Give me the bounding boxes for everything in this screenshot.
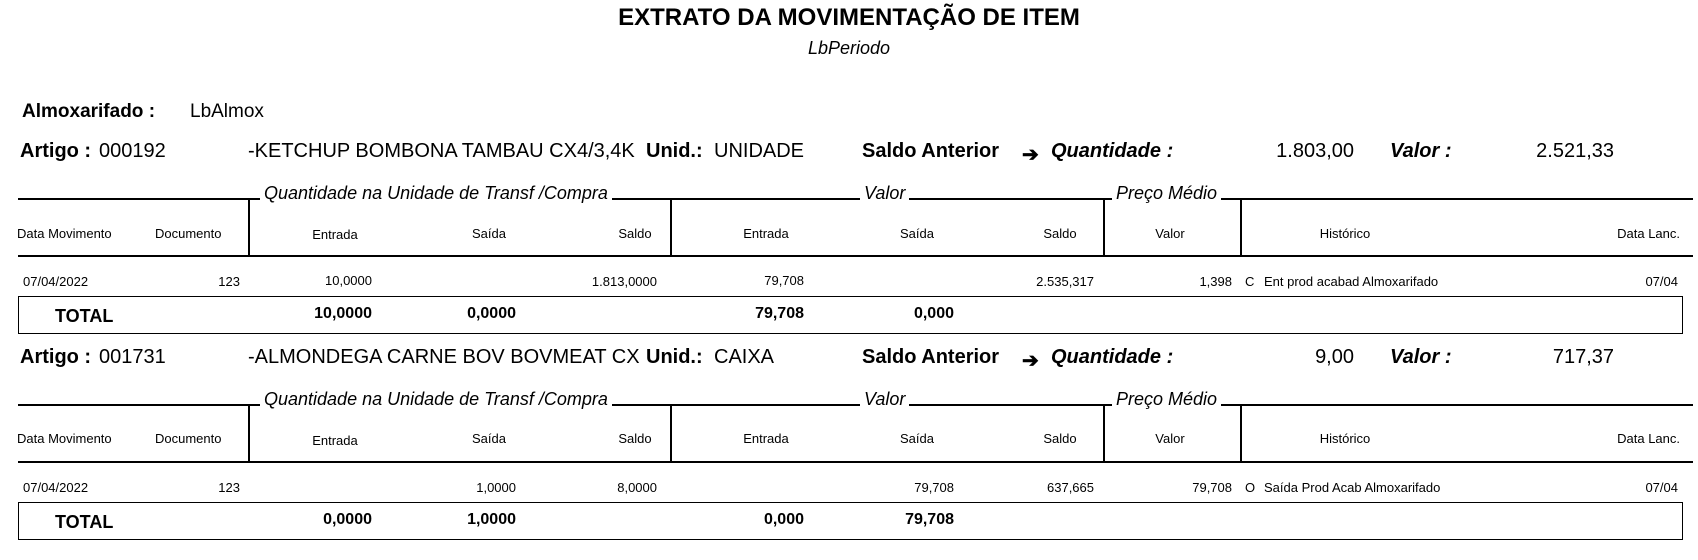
total-v-saida: 79,708 [905,511,954,528]
total-v-saida: 0,000 [913,305,954,322]
row-preco: 1,398 [1199,274,1232,289]
saldo-qty: 9,00 [1315,346,1354,368]
total-q-entrada: 10,0000 [314,305,372,322]
row-doc: 123 [218,274,240,289]
arrow-right-icon: ➔ [1022,144,1039,166]
group-preco-title: Preço Médio [1112,389,1221,410]
row-v-saida: 79,708 [914,480,954,495]
unid-value: UNIDADE [714,140,805,162]
col-documento: Documento [155,226,222,241]
report-period: LbPeriodo [807,38,891,58]
col-historico: Histórico [1319,431,1371,446]
unid-label: Unid.: [646,140,703,162]
group-qty-title: Quantidade na Unidade de Transf /Compra [260,389,612,410]
row-data: 07/04/2022 [23,274,89,289]
col-v-saldo: Saldo [1043,226,1077,241]
col-preco-valor: Valor [1155,431,1185,446]
col-q-saldo: Saldo [618,431,652,446]
row-data-lanc: 07/04 [1645,480,1678,495]
valor-label: Valor : [1390,346,1452,368]
total-v-entrada: 0,000 [763,511,804,528]
col-data-movimento: Data Movimento [17,226,112,241]
col-v-entrada: Entrada [743,226,789,241]
arrow-right-icon: ➔ [1022,350,1039,372]
almox-value: LbAlmox [190,101,264,122]
col-v-entrada: Entrada [743,431,789,446]
col-data-lanc: Data Lanc. [1617,226,1680,241]
col-data-movimento: Data Movimento [17,431,112,446]
artigo-desc: -ALMONDEGA CARNE BOV BOVMEAT CX [248,346,640,368]
col-q-saida: Saída [472,226,506,241]
unid-label: Unid.: [646,346,703,368]
quantidade-label: Quantidade : [1051,346,1174,368]
saldo-valor: 717,37 [1552,346,1614,368]
artigo-code: 000192 [99,140,166,162]
row-q-saldo: 1.813,0000 [591,274,657,289]
row-q-entrada: 10,0000 [325,273,372,288]
saldo-valor: 2.521,33 [1536,140,1614,162]
total-q-saida: 0,0000 [467,305,516,322]
col-documento: Documento [155,431,222,446]
divider [1240,404,1242,462]
header-underline [18,255,1693,257]
artigo-desc: -KETCHUP BOMBONA TAMBAU CX4/3,4K [248,140,635,162]
col-v-saida: Saída [900,431,934,446]
row-v-saldo: 637,665 [1047,480,1094,495]
header-underline [18,461,1693,463]
col-historico: Histórico [1319,226,1371,241]
row-historico: Ent prod acabad Almoxarifado [1264,274,1439,289]
row-v-saldo: 2.535,317 [1036,274,1094,289]
quantidade-label: Quantidade : [1051,140,1174,162]
divider [1240,198,1242,256]
row-data: 07/04/2022 [23,480,89,495]
almox-label: Almoxarifado : [22,101,156,122]
row-preco: 79,708 [1192,480,1232,495]
total-label: TOTAL [55,306,114,326]
group-qty-title: Quantidade na Unidade de Transf /Compra [260,183,612,204]
col-q-entrada: Entrada [312,227,358,242]
col-q-saida: Saída [472,431,506,446]
unid-value: CAIXA [714,346,775,368]
saldo-anterior-label: Saldo Anterior [862,140,1000,162]
row-tipo: O [1245,480,1256,495]
total-q-entrada: 0,0000 [323,511,372,528]
col-data-lanc: Data Lanc. [1617,431,1680,446]
total-label: TOTAL [55,512,114,532]
saldo-qty: 1.803,00 [1276,140,1354,162]
row-historico: Saída Prod Acab Almoxarifado [1264,480,1441,495]
row-doc: 123 [218,480,240,495]
row-v-entrada: 79,708 [764,273,804,288]
group-valor-title: Valor [860,183,909,204]
row-q-saida: 1,0000 [476,480,516,495]
divider [248,404,250,462]
artigo-code: 001731 [99,346,166,368]
col-q-saldo: Saldo [618,226,652,241]
report-title: EXTRATO DA MOVIMENTAÇÃO DE ITEM [618,4,1080,31]
row-q-saldo: 8,0000 [617,480,657,495]
valor-label: Valor : [1390,140,1452,162]
row-tipo: C [1245,274,1255,289]
col-q-entrada: Entrada [312,433,358,448]
col-v-saldo: Saldo [1043,431,1077,446]
col-preco-valor: Valor [1155,226,1185,241]
saldo-anterior-label: Saldo Anterior [862,346,1000,368]
divider [248,198,250,256]
group-preco-title: Preço Médio [1112,183,1221,204]
total-v-entrada: 79,708 [755,305,804,322]
group-valor-title: Valor [860,389,909,410]
total-q-saida: 1,0000 [467,511,516,528]
artigo-label: Artigo : [20,140,92,162]
col-v-saida: Saída [900,226,934,241]
row-data-lanc: 07/04 [1645,274,1678,289]
artigo-label: Artigo : [20,346,92,368]
